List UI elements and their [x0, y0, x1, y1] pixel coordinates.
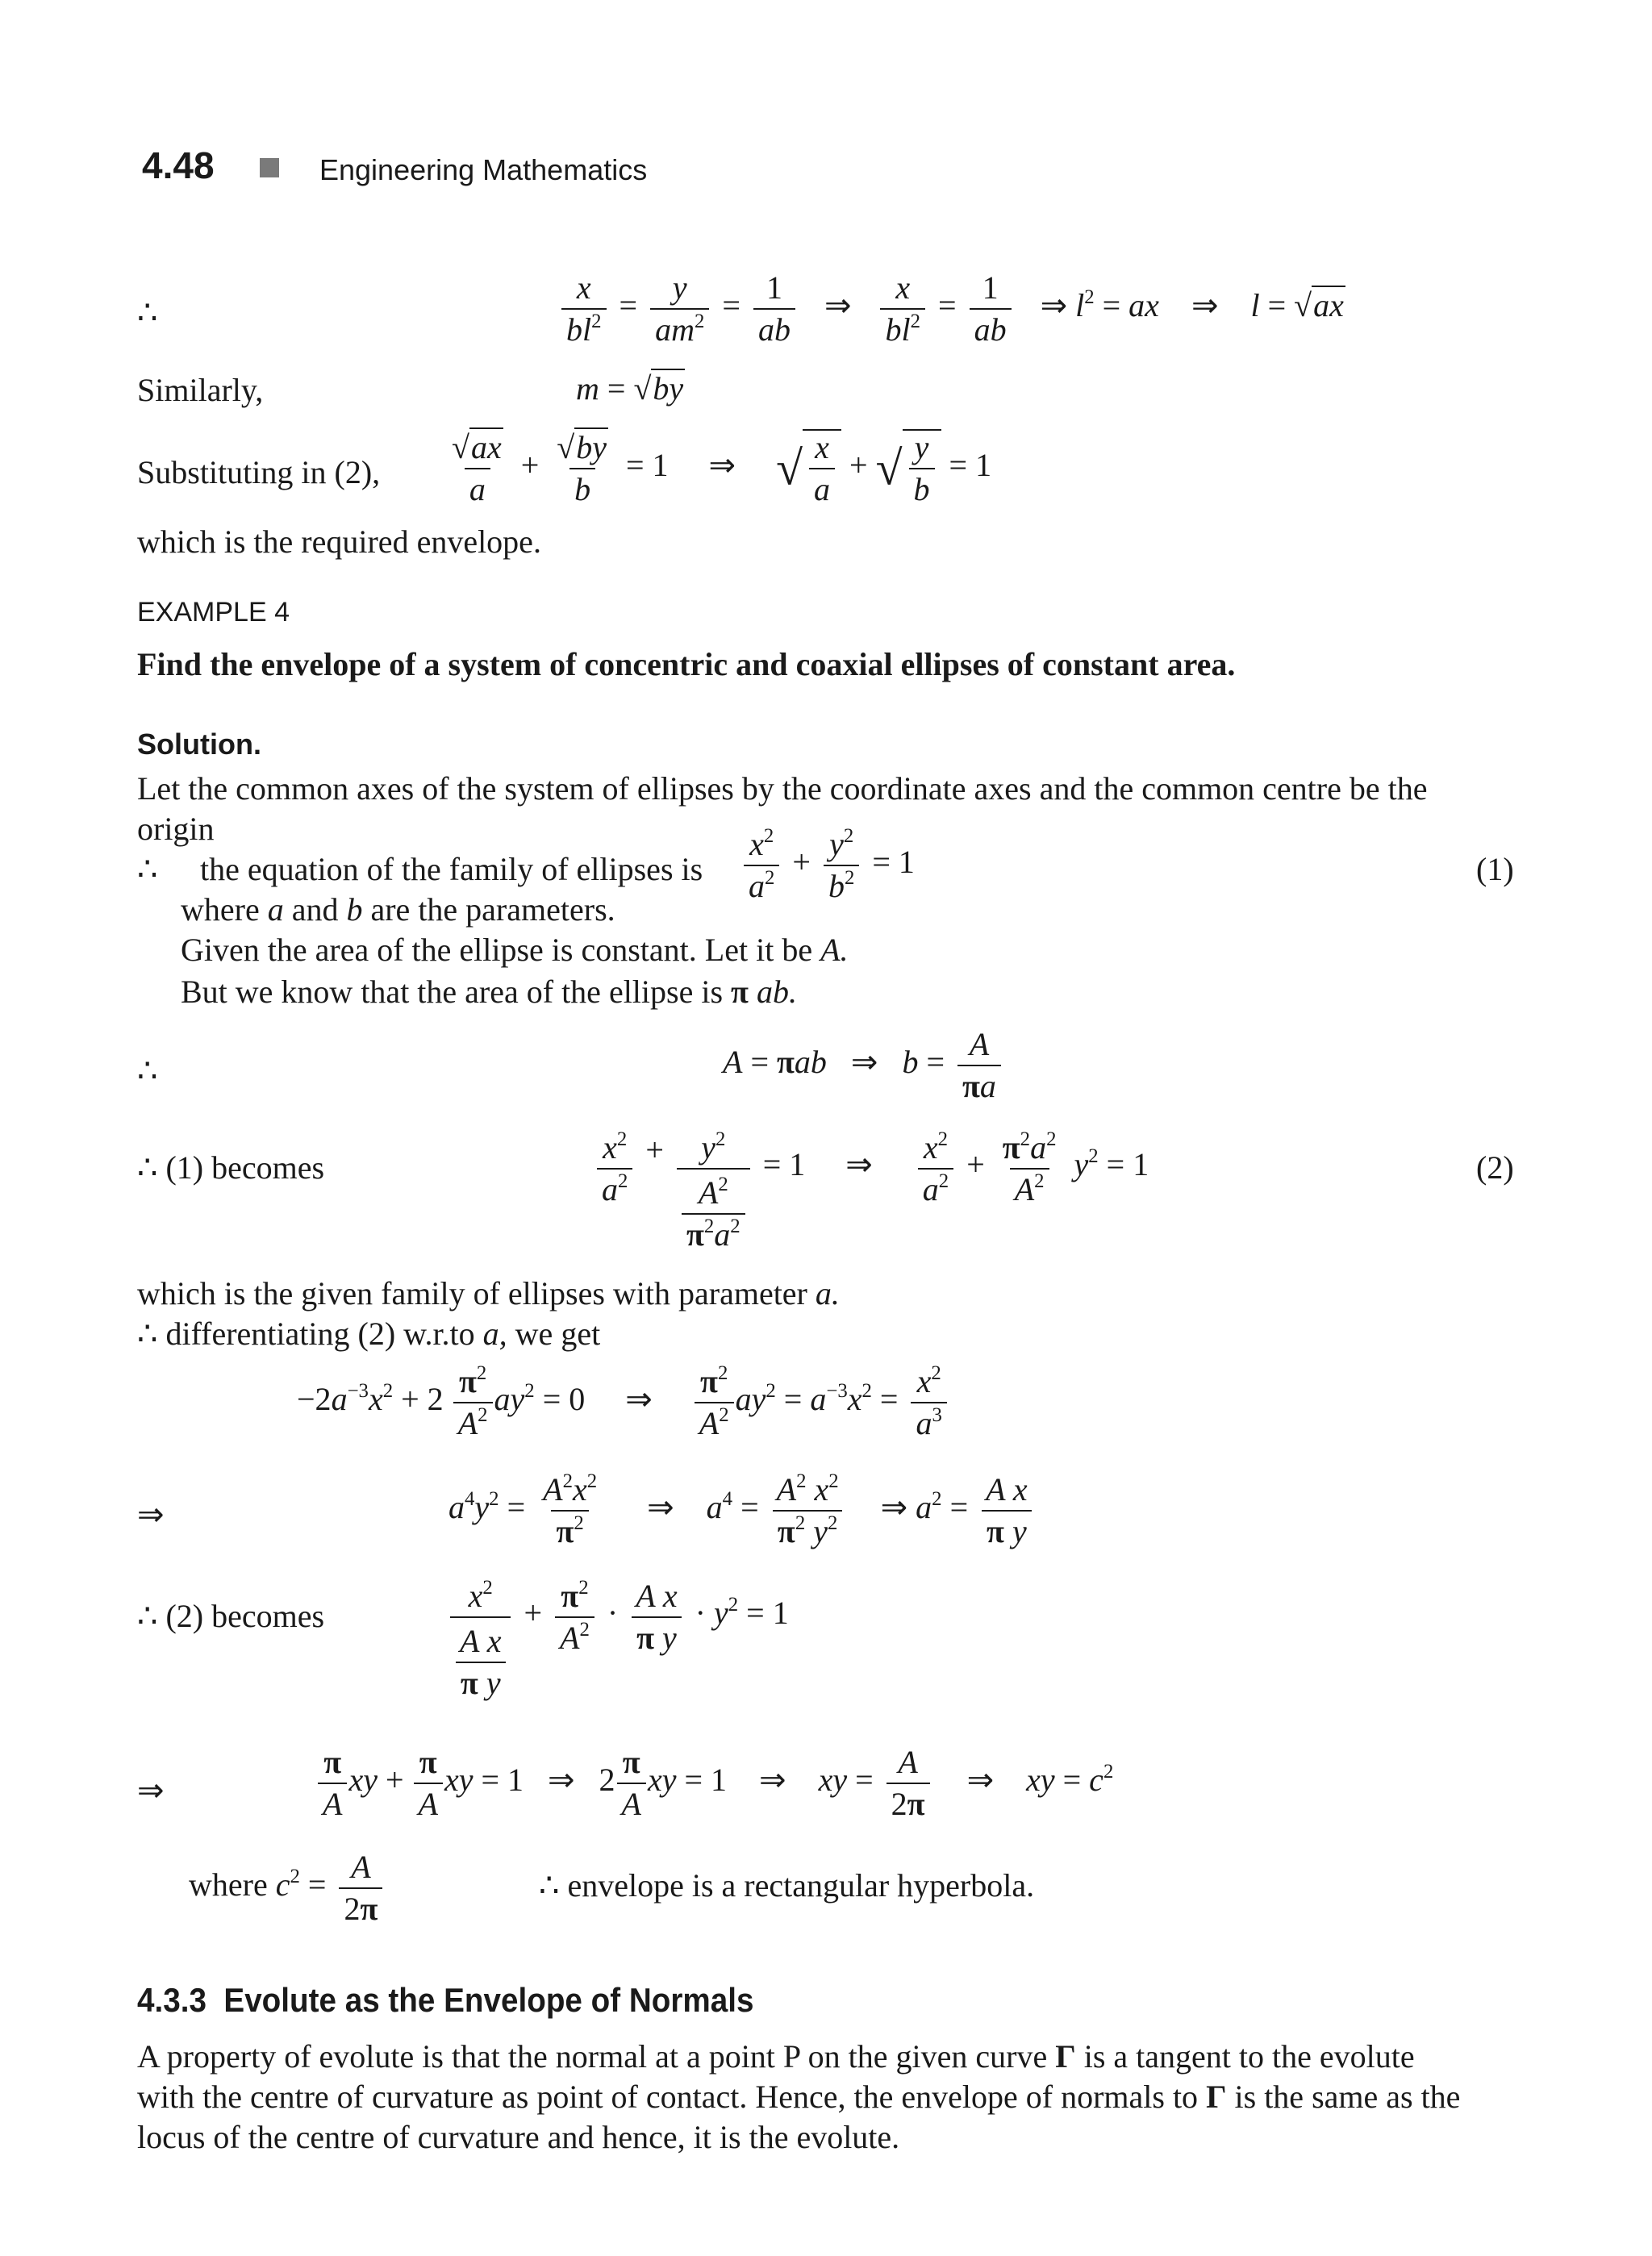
becomes-2-label: ∴ (2) becomes [137, 1598, 325, 1634]
gamma-symbol-2: Γ [1206, 2079, 1227, 2115]
envelope-conclusion: ∴ envelope is a rectangular hyperbola. [539, 1867, 1035, 1904]
area-known: But we know that the area of the ellipse is [181, 974, 724, 1010]
equation-xy: $\frac{\pi}{A}$ xy + $\frac{\pi}{A}$ xy = 1 ⇒ 2 $\frac{\pi}{A}$ xy = 1 ⇒ xy = $\frac{A}{2\pi}$ ⇒ xy = $c^2$ [316, 1745, 1113, 1821]
params-b: b [346, 891, 363, 928]
book-title: Engineering Mathematics [319, 153, 648, 186]
where-c-equation: where $c^2$ = $\frac{A}{2\pi}$ [189, 1850, 387, 1926]
example-label: EXAMPLE 4 [137, 597, 290, 628]
equation-area: A = πab ⇒ b = $\frac{A}{\pi a}$ [723, 1028, 1006, 1103]
equation-derivative: $-2a^{-3}x^2 + 2$ $\frac{\pi^2}{A^2}$ $ay^2 = 0$ ⇒ $\frac{\pi^2}{A^2}$ $ay^2 = a^{-3}x^2$ = $\frac{x^2}{a^3}$ [297, 1365, 952, 1441]
solution-line-1: Let the common axes of the system of ellipses by the coordinate axes and the common centre be the [137, 770, 1428, 807]
area-known-text [181, 973, 797, 1011]
equation-number-1: (1) [1476, 851, 1514, 887]
parameters-text [181, 890, 615, 928]
para-line-2b: is the same as the [1234, 2079, 1461, 2115]
equation-substituted-a: $\frac{x^2}{\frac{\text{A x}}{\text{π y}}}$ + $\frac{\pi^2}{A^2}$ · $\frac{\text{A x}}{\text{π y}}$ · $y^2 = 1$ [445, 1579, 789, 1700]
substituting-label: Substituting in (2), [137, 454, 381, 490]
family-param-text [137, 1274, 840, 1312]
implies-arrow-1: ⇒ [137, 1496, 165, 1532]
section-paragraph-line-3: locus of the centre of curvature and hence, it is the evolute. [137, 2119, 900, 2155]
area-given-text [181, 931, 849, 969]
family-param-a: a. [815, 1275, 840, 1311]
gamma-symbol: Γ [1055, 2038, 1076, 2075]
section-paragraph-line-2 [137, 2078, 1460, 2116]
page-number: 4.48 [142, 144, 215, 186]
area-given: Given the area of the ellipse is constant. Let it be [181, 932, 813, 968]
para-line-1: A property of evolute is that the normal at a point P on the given curve [137, 2038, 1048, 2075]
becomes-1-label: ∴ (1) becomes [137, 1149, 325, 1186]
equation-number-2: (2) [1476, 1149, 1514, 1186]
family-equation-text: the equation of the family of ellipses is [200, 851, 703, 887]
equation-ellipse-family: $\frac{x^2}{a^2}$ + $\frac{y^2}{b^2}$ = 1 [739, 828, 915, 903]
params-pre: where [181, 891, 260, 928]
differentiating-a: a, [482, 1316, 507, 1352]
therefore-symbol-2: ∴ [137, 851, 158, 887]
equation-m: m = √by [576, 370, 684, 407]
therefore-symbol-3: ∴ [137, 1053, 158, 1089]
solution-label: Solution. [137, 728, 261, 761]
equation-a4: $a^4y^2$ = $\frac{A^2x^2}{\pi^2}$ ⇒ $a^4$ = $\frac{A^2 x^2}{\pi^2 y^2}$ ⇒ $a^2$ = $\frac{\text{A x}}{\text{π y}}$ [448, 1473, 1037, 1549]
params-and: and [291, 891, 339, 928]
header-square-icon [260, 158, 279, 177]
equation-substitution: $\frac{√ax}{a}$ + $\frac{√by}{b}$ = 1 ⇒ √ $\frac{x}{a}$ + √ $\frac{y}{b}$ = 1 [452, 429, 992, 507]
equation-direction-ratios: $\frac{x}{bl^2}$ = $\frac{y}{am^2}$ = $\frac{1}{ab}$ ⇒ $\frac{x}{bl^2}$ = $\frac{1}{ab}$ ⇒ $l^2$ = ax ⇒ l = √ax [557, 271, 1345, 347]
para-line-1b: is a tangent to the evolute [1083, 2038, 1415, 2075]
similarly-label: Similarly, [137, 372, 264, 408]
pi-symbol: π [731, 974, 749, 1010]
section-heading [137, 1981, 753, 2020]
section-title: Evolute as the Envelope of Normals [223, 1981, 754, 2019]
differentiating-text [137, 1315, 600, 1353]
where-label: where [189, 1866, 268, 1904]
therefore-symbol: ∴ [137, 294, 158, 331]
differentiating: ∴ differentiating (2) w.r.to [137, 1316, 475, 1352]
section-paragraph-line-1 [137, 2037, 1415, 2075]
ab-text: ab. [756, 974, 797, 1010]
solution-line-2: origin [137, 811, 215, 847]
params-post: are the parameters. [370, 891, 615, 928]
equation-substituted-b: $\frac{x^2}{a^2}$ + $\frac{y^2}{\frac{A^2}{\pi^2a^2}}$ = 1 ⇒ $\frac{x^2}{a^2}$ + $\frac{\pi^2a^2}{A^2}$ $y^2 = 1$ [592, 1131, 1149, 1252]
para-line-2a: with the centre of curvature as point of contact. Hence, the envelope of normals to [137, 2079, 1199, 2115]
implies-arrow-2: ⇒ [137, 1772, 165, 1808]
required-envelope-text: which is the required envelope. [137, 523, 541, 560]
differentiating-post: we get [515, 1316, 601, 1352]
family-param: which is the given family of ellipses with parameter [137, 1275, 807, 1311]
params-a: a [267, 891, 284, 928]
section-number: 4.3.3 [137, 1981, 206, 2019]
area-A: A. [820, 932, 849, 968]
example-problem: Find the envelope of a system of concentric and coaxial ellipses of constant area. [137, 646, 1236, 682]
